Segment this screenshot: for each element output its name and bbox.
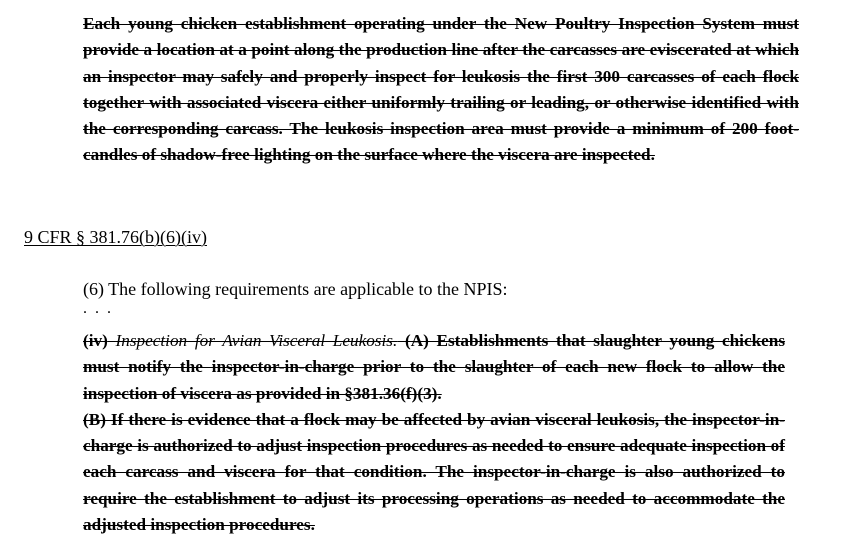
item-iv-part-a-text: (A) Establishments that slaughter young chickens must notify the inspector-in-charge prior to the slaughter of each new flock to allow the inspection of viscera as provided in §381.36(f)(3).	[83, 331, 786, 403]
regulation-citation: 9 CFR § 381.76(b)(6)(iv)	[24, 227, 207, 247]
struck-paragraph-text: Each young chicken establishment operating under the New Poultry Inspection System must provide a location at a point along the production line after the carcasses are eviscerated at which an inspector may safely and properly inspect for leukosis the first 300 carcasses of each flock together with associated viscera either uniformly trailing or leading, or otherwise identified with the corresponding carcass. The leukosis inspection area must provide a minimum of 200 foot-candles of shadow-free lighting on the surface where the viscera are inspected.	[83, 14, 799, 165]
struck-item-iv-part-a	[83, 328, 785, 407]
struck-paragraph-leukosis-location	[83, 11, 799, 169]
struck-paragraph-avian-leukosis	[83, 328, 785, 538]
omission-ellipsis: . . .	[83, 300, 113, 317]
item-iv-number: (iv)	[83, 331, 108, 350]
struck-item-iv-part-b	[83, 407, 785, 538]
item-iv-part-b-text: (B) If there is evidence that a flock may be affected by avian visceral leukosis, the inspector-in-charge is authorized to adjust inspection procedures as needed to ensure adequate inspection of each carcass and viscera for that condition. The inspector-in-charge is also authorized to require the establishment to adjust its processing operations as needed to accommodate the adjusted inspection procedures.	[83, 409, 785, 535]
item-iv-heading: Inspection for Avian Visceral Leukosis.	[115, 331, 398, 350]
npis-requirements-intro: (6) The following requirements are applicable to the NPIS:	[83, 279, 508, 299]
